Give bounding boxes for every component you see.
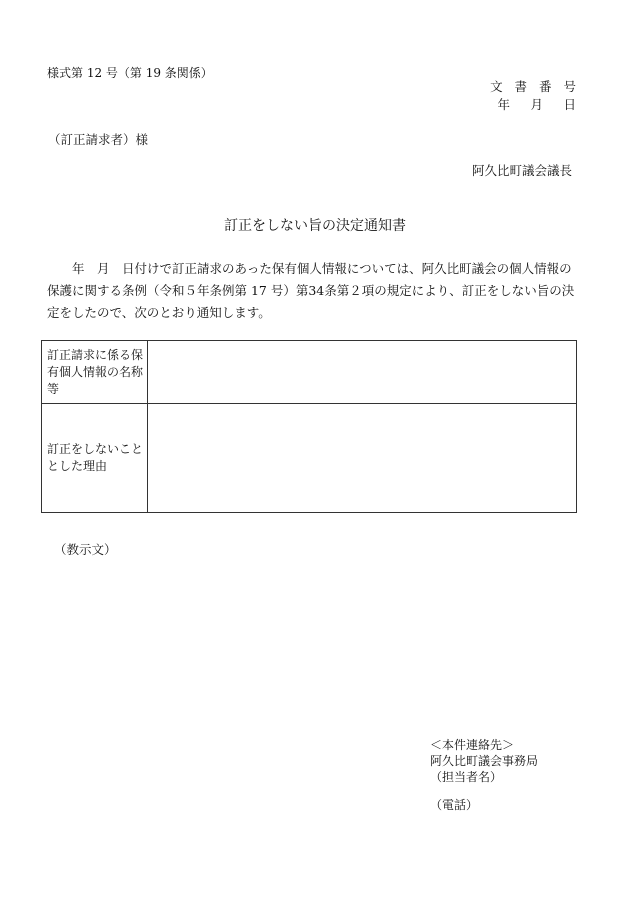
contact-phone: （電話） [430, 798, 479, 812]
document-date: 年 月 日 [497, 97, 580, 112]
document-number: 文 書 番 号 [490, 79, 580, 94]
contact-heading: ＜本件連絡先＞ [430, 738, 515, 752]
contact-office: 阿久比町議会事務局 [430, 754, 539, 768]
table-row [42, 404, 577, 513]
notice-text: （教示文） [54, 542, 117, 557]
addressee: （訂正請求者）様 [48, 132, 149, 147]
table-value-info-name [148, 341, 577, 404]
sender: 阿久比町議会議長 [472, 163, 573, 178]
info-table [41, 340, 577, 513]
table-row [42, 341, 577, 404]
form-number: 様式第 12 号（第 19 条関係） [47, 66, 213, 80]
table-value-reason [148, 404, 577, 513]
body-text: 年 月 日付けで訂正請求のあった保有個人情報については、阿久比町議会の個人情報の保護に関する条例（令和５年条例第 17 号）第34条第２項の規定により、訂正をしない旨の決定をしたので、次のとおり通知します。 [47, 261, 575, 320]
table-label-reason: 訂正をしないこととした理由 [42, 404, 148, 513]
document-number-block [490, 78, 580, 114]
contact-person: （担当者名） [430, 770, 503, 784]
document-title: 訂正をしない旨の決定通知書 [224, 218, 406, 234]
contact-block [430, 737, 538, 813]
table-label-info-name: 訂正請求に係る保有個人情報の名称等 [42, 341, 148, 404]
